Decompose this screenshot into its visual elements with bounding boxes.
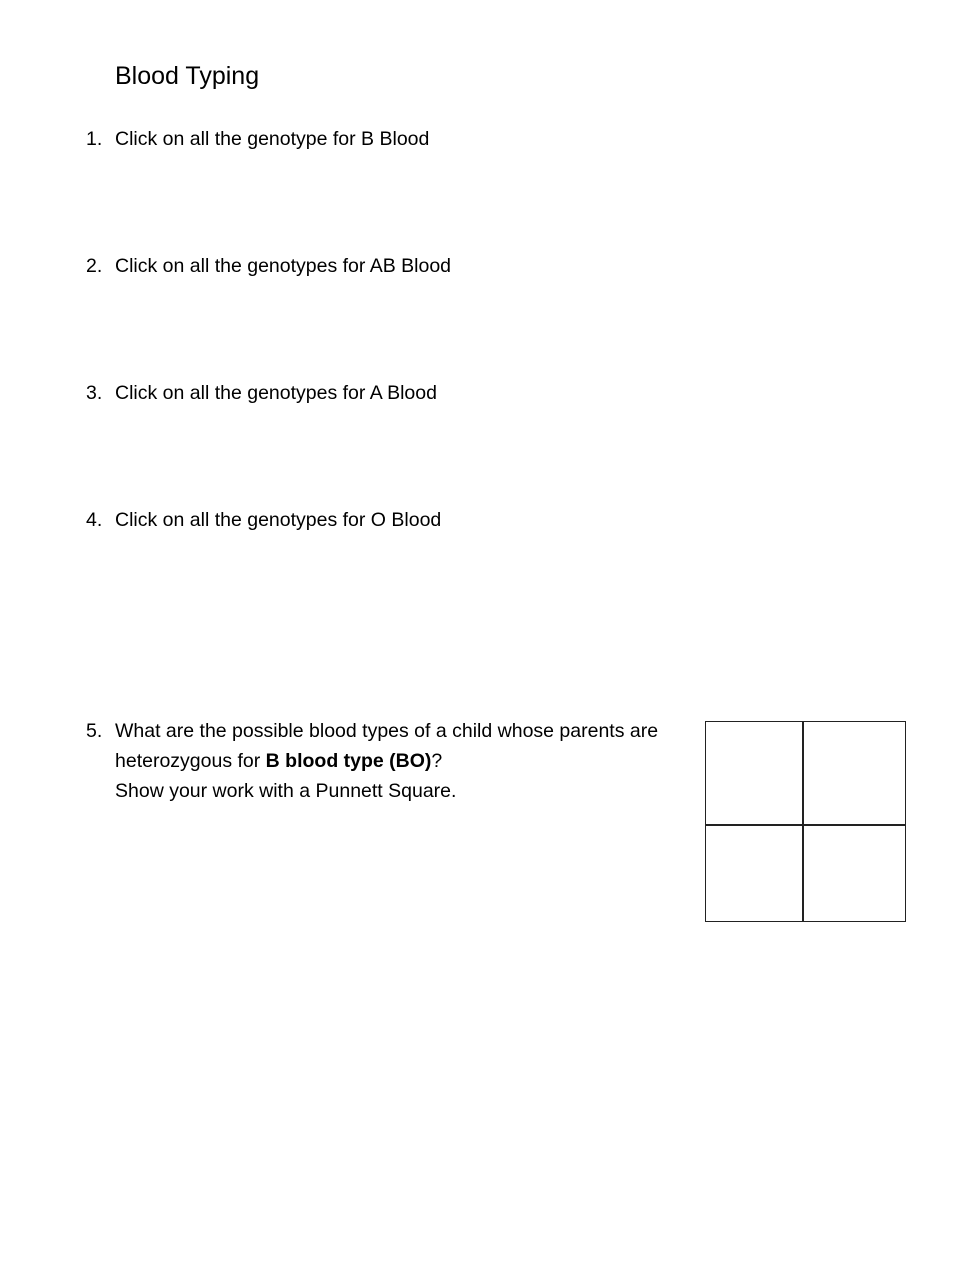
question-number: 5. xyxy=(86,720,103,742)
punnett-cell-top-left[interactable] xyxy=(706,722,802,824)
punnett-cell-bottom-left[interactable] xyxy=(706,826,802,921)
question-number: 3. xyxy=(86,382,103,404)
question-text: Click on all the genotype for B Blood xyxy=(115,128,430,150)
question-5-line-1: What are the possible blood types of a child whose parents are xyxy=(115,720,659,742)
line-2-bold: B blood type (BO) xyxy=(265,750,432,772)
question-text xyxy=(115,716,658,806)
punnett-square xyxy=(705,721,906,922)
punnett-horizontal-divider xyxy=(706,824,905,826)
question-text: Click on all the genotypes for O Blood xyxy=(115,509,442,531)
punnett-cell-top-right[interactable] xyxy=(804,722,905,824)
question-5-line-2 xyxy=(115,746,658,776)
question-number: 4. xyxy=(86,509,103,531)
punnett-vertical-divider xyxy=(802,722,804,921)
line-2-suffix: ? xyxy=(431,750,443,772)
question-number: 1. xyxy=(86,128,103,150)
punnett-cell-bottom-right[interactable] xyxy=(804,826,905,921)
page-title: Blood Typing xyxy=(115,62,260,90)
line-2-prefix: heterozygous for xyxy=(115,750,266,772)
question-number: 2. xyxy=(86,255,103,277)
question-5-line-3: Show your work with a Punnett Square. xyxy=(115,780,457,802)
question-text: Click on all the genotypes for A Blood xyxy=(115,382,437,404)
question-text: Click on all the genotypes for AB Blood xyxy=(115,255,452,277)
